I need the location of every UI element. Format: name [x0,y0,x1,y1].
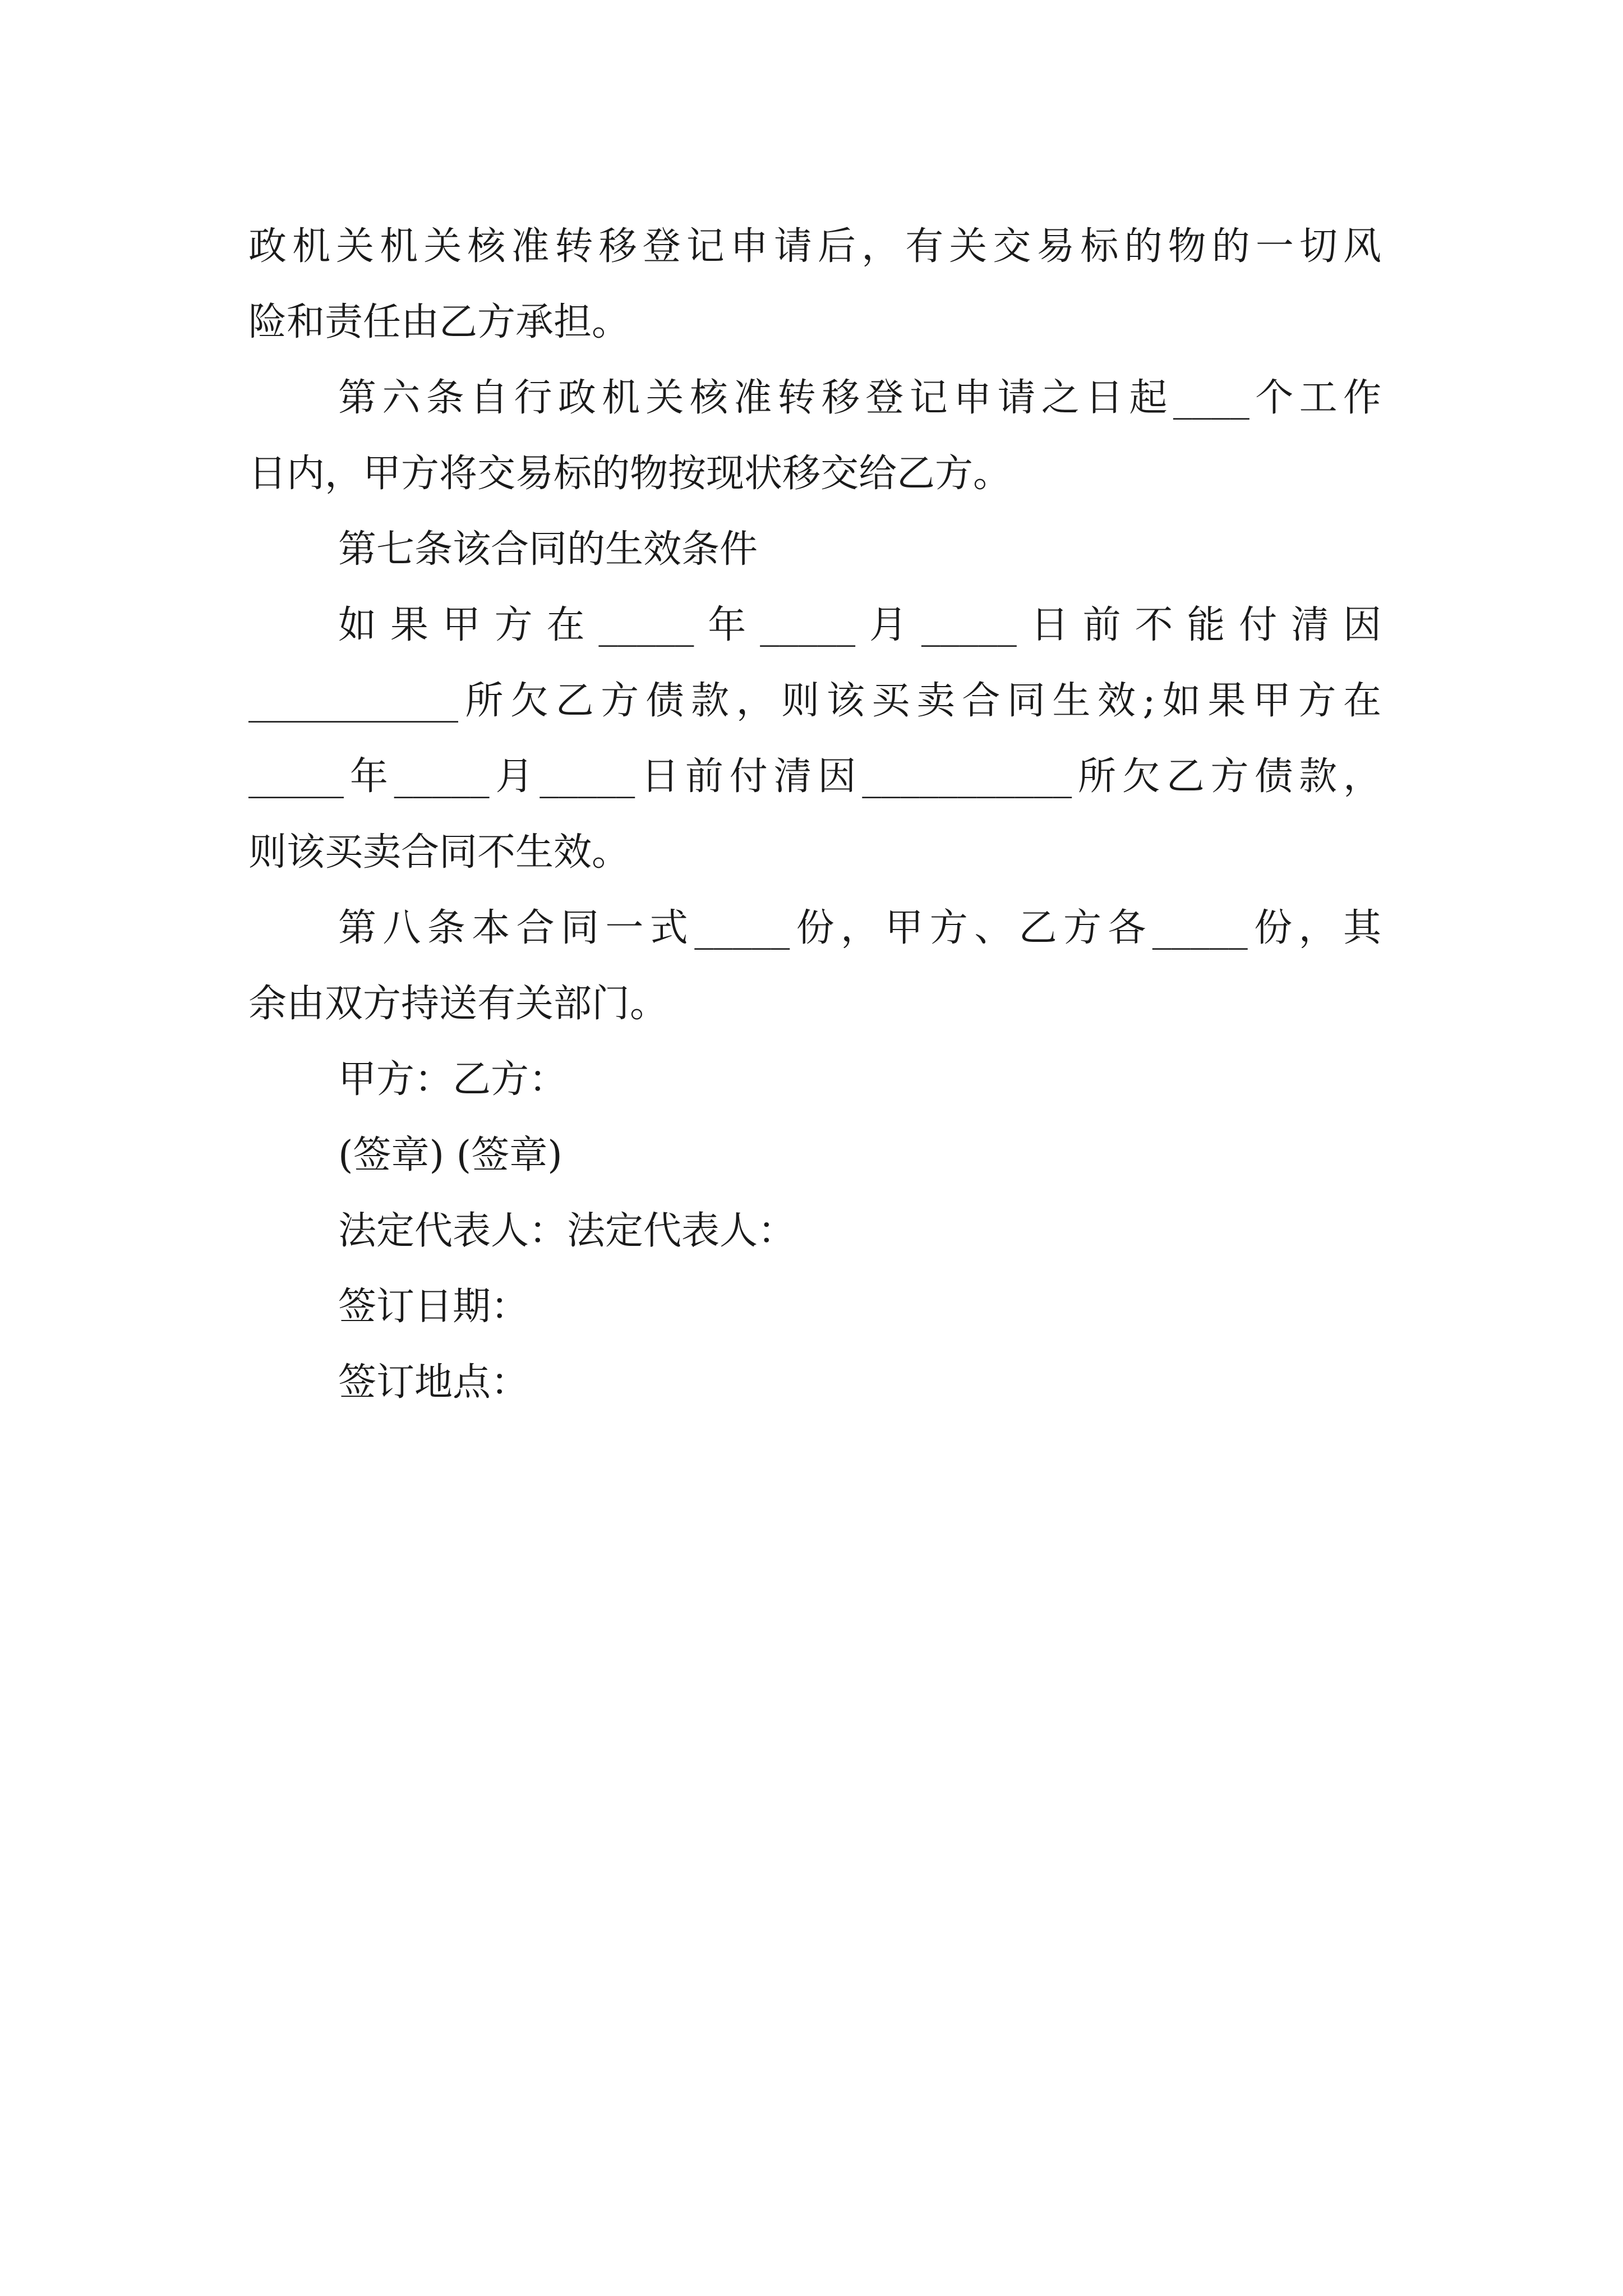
article-6-line: 第六条自行政机关核准转移登记申请之日起____个工作 [338,376,1381,420]
paragraph-line: 日内，甲方将交易标的物按现状移交给乙方。 [248,452,1012,496]
paragraph-line: 如果甲方在_____年_____月_____日前不能付清因 [338,603,1381,647]
paragraph-line: ___________所欠乙方债款，则该买卖合同生效;如果甲方在 [248,679,1381,723]
paragraph-line: _____年_____月_____日前付清因___________所欠乙方债款， [248,754,1381,799]
paragraph-line: 险和责任由乙方承担。 [248,300,630,344]
signing-place-label: 签订地点： [338,1360,529,1405]
legal-representative-labels: 法定代表人：法定代表人： [338,1209,796,1253]
paragraph-line: 政机关机关核准转移登记申请后，有关交易标的物的一切风 [248,224,1381,269]
party-labels: 甲方：乙方： [338,1057,568,1102]
seal-labels: (签章) (签章) [338,1133,562,1177]
article-8-line: 第八条本合同一式_____份，甲方、乙方各_____份，其 [338,906,1381,950]
paragraph-line: 余由双方持送有关部门。 [248,982,668,1026]
article-7-heading: 第七条该合同的生效条件 [338,527,758,572]
signing-date-label: 签订日期： [338,1285,529,1329]
paragraph-line: 则该买卖合同不生效。 [248,830,630,875]
